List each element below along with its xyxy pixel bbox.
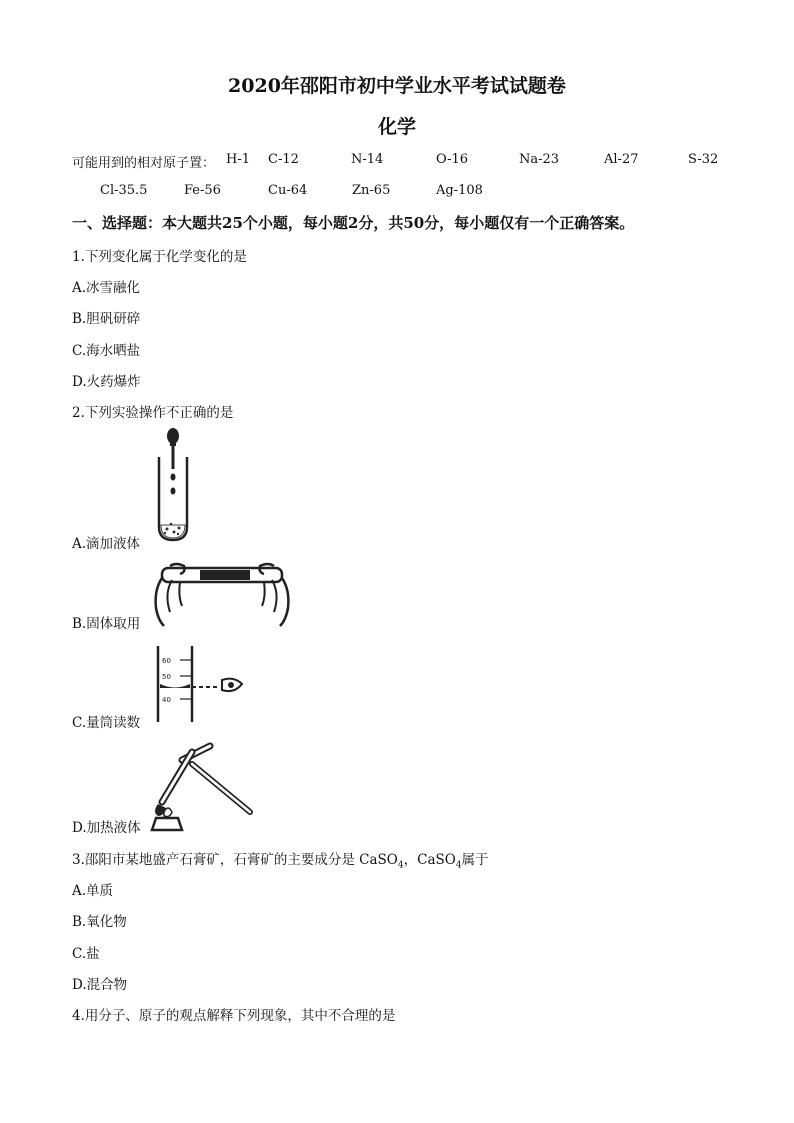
- dropper-test-tube-figure: [150, 425, 200, 545]
- masses-label: 可能用到的相对原子置：: [72, 156, 216, 171]
- mass-item: S-32: [688, 152, 719, 167]
- q2-option-a: A.滴加液体: [72, 536, 141, 552]
- q3-stem-pre: 3.邵阳市某地盛产石膏矿，石膏矿的主要成分是 CaSO: [72, 852, 398, 868]
- mass-item: Ag-108: [436, 183, 483, 198]
- cylinder-tick-40: 40: [162, 696, 171, 704]
- measuring-cylinder-figure: [152, 644, 247, 724]
- q2-option-c: C.量筒读数: [72, 715, 141, 731]
- q1-option-d: D.火药爆炸: [72, 374, 141, 390]
- q2-option-d: D.加热液体: [72, 820, 141, 836]
- question-3-stem: [72, 848, 489, 871]
- q3-subscript: 4: [397, 860, 404, 871]
- heating-liquid-figure: [152, 742, 257, 834]
- q3-stem-mid: ，CaSO: [403, 852, 456, 868]
- exam-title: 2020年邵阳市初中学业水平考试试题卷: [228, 75, 566, 97]
- q2-option-b: B.固体取用: [72, 616, 141, 632]
- q3-option-d: D.混合物: [72, 977, 128, 993]
- q1-option-b: B.胆矾研碎: [72, 311, 141, 327]
- q3-subscript: 4: [455, 860, 462, 871]
- mass-item: Cu-64: [268, 183, 308, 198]
- mass-item: H-1: [226, 152, 251, 167]
- question-1-stem: 1.下列变化属于化学变化的是: [72, 249, 247, 265]
- q3-stem-post: 属于: [461, 852, 489, 868]
- subject-title: 化学: [377, 116, 416, 138]
- q1-option-a: A.冰雪融化: [72, 280, 141, 296]
- q3-option-c: C.盐: [72, 946, 100, 962]
- q3-option-b: B.氧化物: [72, 914, 127, 930]
- mass-item: Fe-56: [184, 183, 221, 198]
- cylinder-tick-60: 60: [162, 657, 171, 665]
- mass-item: N-14: [351, 152, 384, 167]
- section-heading: 一、选择题：本大题共25个小题，每小题2分，共50分，每小题仅有一个正确答案。: [72, 214, 635, 232]
- mass-item: Na-23: [519, 152, 560, 167]
- solid-sampling-figure: [150, 560, 295, 628]
- question-4-stem: 4.用分子、原子的观点解释下列现象，其中不合理的是: [72, 1008, 396, 1024]
- mass-item: O-16: [436, 152, 469, 167]
- mass-item: Al-27: [604, 152, 639, 167]
- question-2-stem: 2.下列实验操作不正确的是: [72, 405, 234, 421]
- mass-item: Zn-65: [352, 183, 391, 198]
- q3-option-a: A.单质: [72, 883, 114, 899]
- mass-item: C-12: [268, 152, 299, 167]
- cylinder-tick-50: 50: [162, 673, 171, 681]
- mass-item: Cl-35.5: [100, 183, 148, 198]
- q1-option-c: C.海水晒盐: [72, 343, 141, 359]
